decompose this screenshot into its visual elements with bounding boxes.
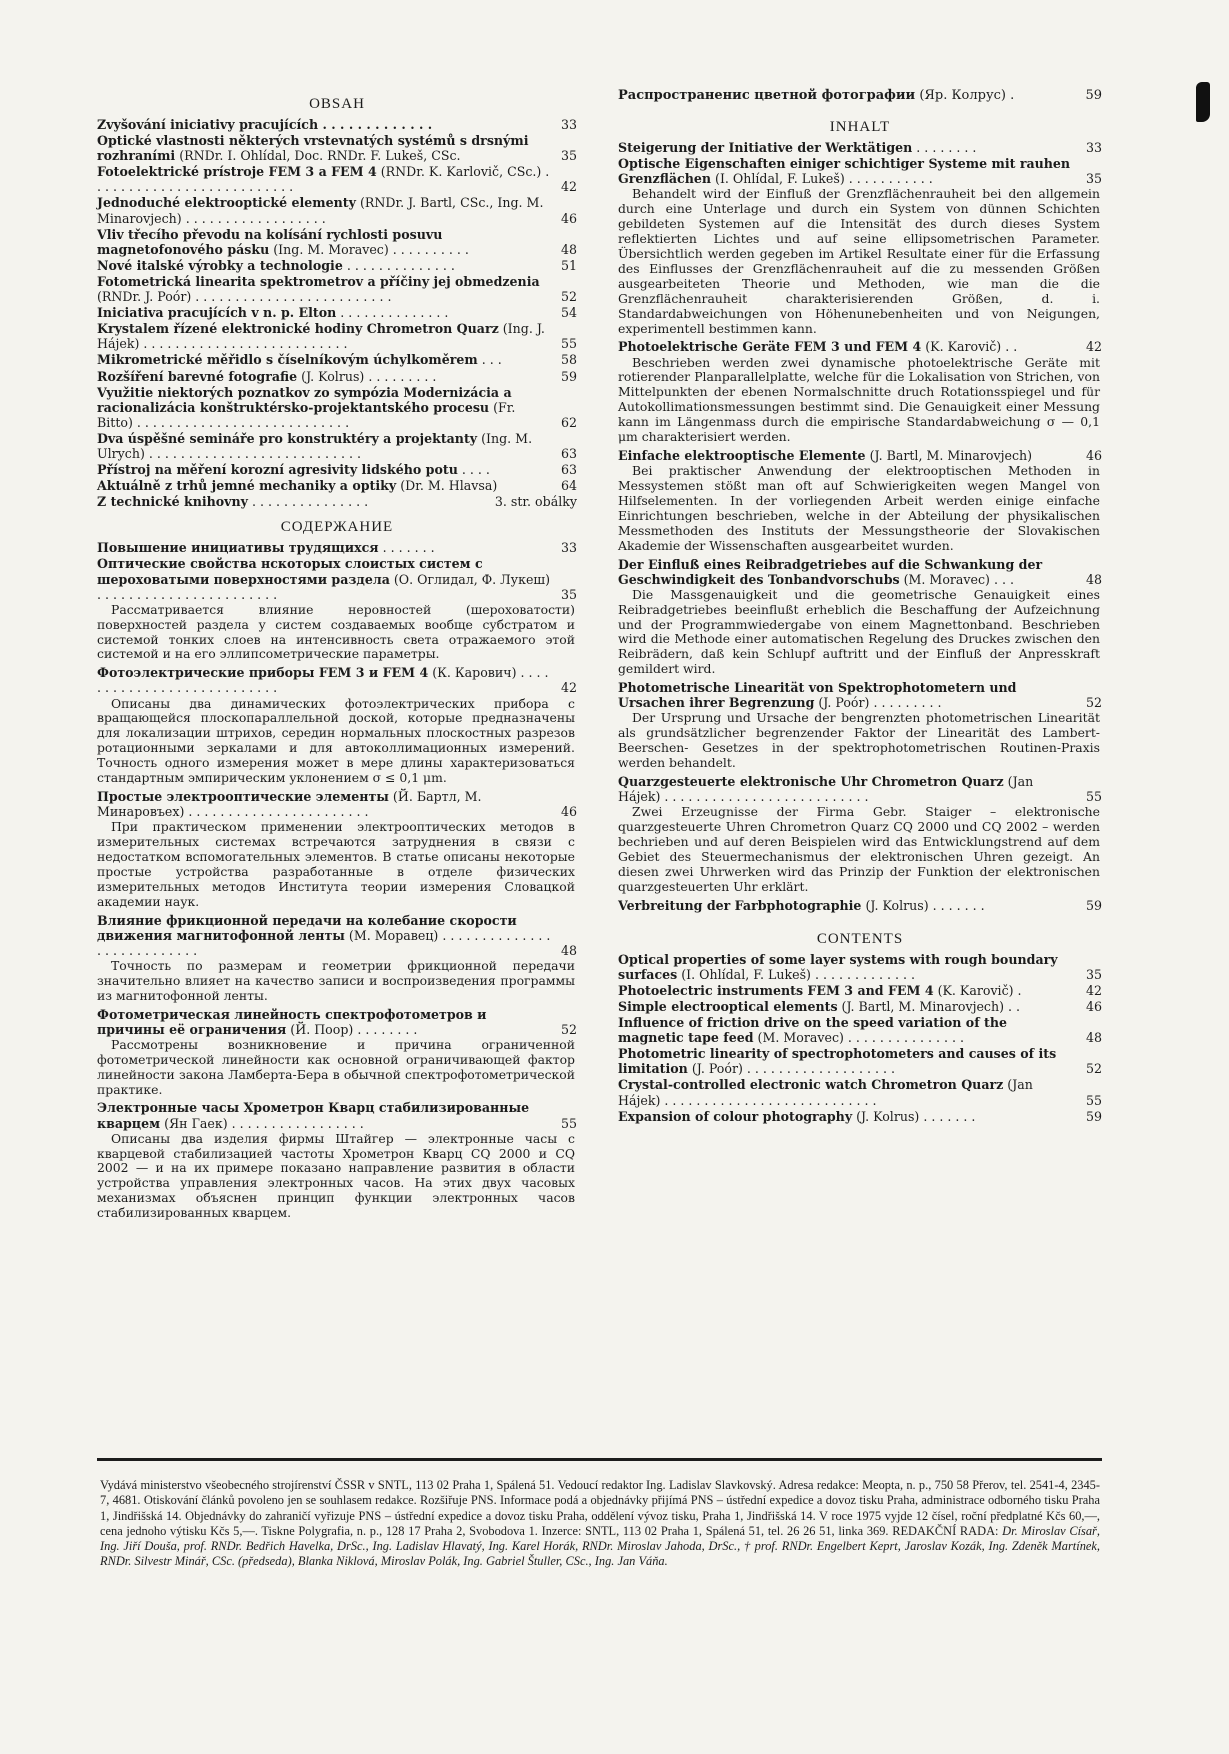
entry-author: (I. Ohlídal, F. Lukeš) . . . . . . . . . . . (711, 171, 933, 187)
entry-title: Aktuálně z trhů jemné mechaniky a optiky (97, 478, 397, 494)
entry-page: 55 (560, 1115, 577, 1131)
contents-list (618, 952, 1102, 1124)
obsah-entry[interactable] (97, 369, 577, 384)
entry-title: Фотометрическая линейность спектрофотометров и причины её ограничения (97, 1006, 487, 1037)
entry-page: 33 (560, 117, 577, 132)
entry-author: (Fr. Bitto) . . . . . . . . . . . . . . . . . . . . . . . . . . . (97, 399, 516, 430)
obsah-entry[interactable] (97, 258, 577, 273)
obsah-entry[interactable] (97, 431, 577, 461)
entry-page: 59 (1085, 897, 1102, 913)
obsah-list (97, 117, 577, 509)
entry-author: (Ing. M. Ulrych) . . . . . . . . . . . . . . . . . . . . . . . . . . . (97, 430, 533, 461)
entry-title: Optical properties of some layer systems with rough boundary surfaces (618, 951, 1058, 982)
entry-title: Steigerung der Initiative der Werktätigen (618, 140, 913, 156)
entry-author: (J. Kolrus) . . . . . . . (852, 1108, 976, 1124)
soderzhanie-list (97, 540, 577, 1221)
entry-page: 46 (560, 210, 577, 226)
entry-page: 42 (560, 179, 577, 195)
contents-title: CONTENTS (816, 930, 904, 947)
soderzhanie-abstract: Описаны два динамических фотоэлектрических прибора с вращающейся плоскопараллельной доской, которые предназначены для локализации штрихов, середин нормальных плоскостных разрезов ротационными зеркалами и для автоколлимационных измерений. Точность одного измерения может в мере длины характеризоваться стандартным эмпирическим уклонением σ ≤ 0,1 μm. (97, 695, 575, 786)
entry-author: (Jan Hájek) . . . . . . . . . . . . . . . . . . . . . . . . . . (618, 773, 1034, 805)
obsah-entry[interactable] (97, 195, 577, 225)
entry-page: 55 (1085, 789, 1102, 805)
inhalt-entry[interactable] (618, 339, 1102, 354)
entry-page: 55 (560, 336, 577, 352)
inhalt-entry[interactable] (618, 140, 1102, 155)
inhalt-entry[interactable] (618, 774, 1102, 804)
entry-author: (Dr. M. Hlavsa) (396, 478, 498, 494)
scan-edge-mark (1196, 82, 1210, 122)
soderzhanie-abstract: Описаны два изделия фирмы Штайгер — электронные часы с кварцевой стабилизацией частоты Хрометрон Кварц CQ 2000 и CQ 2002 — и на их примере показано направление развития в области устройства управления электронных часов. На этих двух часовых механизмах объяснен принцип функции электронных часов стабилизированных кварцем. (97, 1130, 575, 1221)
entry-title: Crystal-controlled electronic watch Chrometron Quarz (618, 1077, 1004, 1093)
inhalt-abstract: Beschrieben werden zwei dynamische photoelektrische Geräte mit rotierender Planparallelplatte, welche für die Lokalisation von Strichen, von Mittelpunkten der ebenen Normalschnitte druch Rotationsspiegel und für Autokollimationsmessungen bestimmt sind. Die Genauigkeit einer Messung kann im Längenmass durch die empirische Standardabweichung σ — 0,1 μm charakterisiert werden. (618, 354, 1100, 445)
entry-page: 48 (1085, 571, 1102, 587)
entry-page: 35 (1085, 966, 1102, 982)
entry-page: 33 (1085, 140, 1102, 156)
entry-author: (Ing. J. Hájek) . . . . . . . . . . . . . . . . . . . . . . . . . . (97, 321, 545, 352)
entry-title: Простые электрооптические элементы (97, 788, 389, 804)
entry-title: Оптические свойства нскоторых слоистых систем с шероховатыми поверхностями раздела (97, 556, 483, 587)
entry-author: (RNDr. J. Bartl, CSc., Ing. M. Minarovjech) . . . . . . . . . . . . . . . . . . (97, 195, 544, 226)
obsah-entry[interactable] (97, 385, 577, 430)
entry-title: Přístroj na měření korozní agresivity lidského potu (97, 462, 458, 478)
entry-page: 42 (1085, 339, 1102, 355)
entry-title: Электронные часы Хрометрон Кварц стабилизированные кварцем (97, 1100, 530, 1131)
entry-page: 52 (560, 1021, 577, 1037)
imprint (100, 1478, 1100, 1570)
entry-author: (Яр. Колрус) . (915, 88, 1015, 103)
entry-title: Iniciativa pracujících v n. p. Elton (97, 305, 337, 321)
obsah-entry[interactable] (97, 305, 577, 320)
entry-author: . . . . (457, 462, 490, 478)
entry-title: Vliv třecího převodu na kolísání rychlosti posuvu magnetofonového pásku (97, 226, 443, 257)
entry-author: (М. Моравец) . . . . . . . . . . . . . . . . . . . . . . . . . . . (97, 927, 551, 958)
board-members: Dr. Miroslav Císař, Ing. Jiří Douša, prof. RNDr. Bedřich Havelka, DrSc., Ing. Ladislav Hlavatý, Ing. Karel Horák, RNDr. Miroslav Jahoda, DrSc., † prof. RNDr. Engelbert Keprt, Jaroslav Kozák, Ing. Zdeněk Martínek, RNDr. Silvestr Minář, CSc. (předseda), Blanka Niklová, Miroslav Polák, Ing. Gabriel Štuller, CSc., Ing. Jan Váňa. (100, 1523, 1100, 1569)
entry-page: 3. str. obálky (494, 494, 577, 510)
entry-title: Der Einfluß eines Reibradgetriebes auf die Schwankung der Geschwindigkeit des Tonbandvorschubs (618, 556, 1043, 587)
entry-author: (J. Poór) . . . . . . . . . (814, 695, 942, 711)
contents-entry[interactable] (618, 1015, 1102, 1045)
left-column (97, 88, 577, 1224)
entry-title: Влияние фрикционной передачи на колебание скорости движения магнитофонной ленты (97, 912, 517, 943)
entry-page: 46 (1085, 447, 1102, 463)
entry-page: 55 (1085, 1092, 1102, 1108)
entry-page: 46 (1085, 998, 1102, 1014)
contents-entry[interactable] (618, 1077, 1102, 1107)
entry-author: . . . . . . . . . . . . . . (342, 257, 455, 273)
entry-author: (О. Оглидал, Ф. Лукеш) . . . . . . . . . . . . . . . . . . . . . . . (97, 571, 551, 602)
entry-author: (M. Moravec) . . . (899, 571, 1014, 587)
entry-title: Expansion of colour photography (618, 1108, 853, 1124)
entry-title: Einfache elektrooptische Elemente (618, 447, 866, 463)
entry-title: Fotometrická linearita spektrometrov a příčiny jej obmedzenia (97, 273, 540, 289)
entry-title: Z technické knihovny (97, 494, 248, 510)
inhalt-abstract: Zwei Erzeugnisse der Firma Gebr. Staiger – elektronische quarzgesteuerte Uhren Chrometron Quarz CQ 2000 und CQ 2002 – werden bechrieben und auf deren Beispielen wird das Entwicklungstrend auf dem Gebiet des Steuermechanismus der elektronischen Uhren gezeigt. An diesen zwei Uhrwerken wird das Prinzip der Funktion der elektronischen quarzgesteuerten Uhr erklärt. (618, 804, 1100, 894)
board-heading: REDAKČNÍ RADA: (892, 1523, 1003, 1538)
entry-author: (K. Karovič) . (933, 982, 1022, 998)
soderzhanie-abstract: Рассмотрены возникновение и причина ограниченной фотометрической линейности как основной ограничивающей фактор линейности закона Ламберта-Бера в обычной спектрофотометрической практике. (97, 1036, 575, 1097)
soderzhanie-entry[interactable] (97, 665, 577, 695)
soderzhanie-entry[interactable] (97, 556, 577, 601)
obsah-entry[interactable] (97, 227, 577, 257)
contents-entry[interactable] (618, 952, 1102, 982)
entry-page: 48 (560, 241, 577, 257)
entry-title: Photoelectric instruments FEM 3 and FEM 4 (618, 982, 934, 998)
soderzhanie-entry[interactable] (97, 1100, 577, 1130)
inhalt-abstract: Bei praktischer Anwendung der elektrooptischen Methoden in Messystemen stößt man oft auf Schwierigkeiten wegen Mangel von Hilfselementen. In der vorliegenden Arbeit werden einige einfache Einrichtungen beschrieben, welche in der Abteilung der physikalischen Messmethoden des Instituts der Messungstheorie der Slovakischen Akademie der Wissenschaften ausgearbeitet wurden. (618, 463, 1100, 553)
inhalt-entry[interactable] (618, 557, 1102, 587)
entry-title: Quarzgesteuerte elektronische Uhr Chrometron Quarz (618, 773, 1004, 789)
inhalt-entry[interactable] (618, 448, 1102, 463)
inhalt-entry[interactable] (618, 156, 1102, 186)
right-column (618, 88, 1102, 1125)
obsah-entry[interactable] (97, 352, 577, 367)
entry-author: (J. Bartl, M. Minarovjech) . . (837, 998, 1021, 1014)
entry-page: 52 (1085, 1061, 1102, 1077)
inhalt-entry[interactable] (618, 898, 1102, 913)
entry-title: Využitie niektorých poznatkov zo sympózia Modernizácia a racionalizácia konštruktérsko-projektantského procesu (97, 384, 512, 415)
entry-author: . . . . . . . . . . . . . . (336, 305, 449, 321)
entry-page: 35 (1085, 171, 1102, 187)
entry-title: Photoelektrische Geräte FEM 3 und FEM 4 (618, 339, 922, 355)
entry-page: 42 (560, 680, 577, 696)
imprint-text: Vydává ministerstvo všeobecného strojírenství ČSSR v SNTL, 113 02 Praha 1, Spálená 51. Vedoucí redaktor Ing. Ladislav Slavkovský. Adresa redakce: Meopta, n. p., 750 58 Přerov, tel. 2541-4, 2345-7, 4681. Otiskování článků povoleno jen se souhlasem redakce. Rozšiřuje PNS. Informace podá a objednávky přijímá PNS – ústřední expedice a dovoz tisku Praha, administrace odborného tisku Praha 1, Jindřišská 14. Objednávky do zahraničí vyřizuje PNS – ústřední expedice a dovoz tisku Praha, oddělení vývoz tisku, Praha 1, Jindřišská 14. V roce 1975 vyjde 12 čísel, roční předplatné Kčs 60,—, cena jednoho výtisku Kčs 5,—. Tiskne Polygrafia, n. p., 128 17 Praha 2, Svobodova 1. Inzerce: SNTL, 113 02 Praha 1, Spálená 51, tel. 26 26 51, linka 369. (100, 1478, 1100, 1538)
entry-page: 52 (560, 289, 577, 305)
entry-author: . . . . . . . . . . . . . . . (247, 494, 369, 510)
entry-title: Zvyšování iniciativy pracujících . . . . . . . . . . . . . (97, 117, 433, 132)
entry-title: Photometrische Linearität von Spektrophotometern und Ursachen ihrer Begrenzung (618, 680, 1017, 711)
entry-author: (M. Moravec) . . . . . . . . . . . . . . . (753, 1030, 965, 1046)
entry-title: Mikrometrické měřidlo s číselníkovým úchylkoměrem (97, 352, 478, 368)
entry-title: Rozšíření barevné fotografie (97, 368, 298, 384)
entry-page: 42 (1085, 982, 1102, 998)
soderzhanie-entry[interactable] (97, 540, 577, 555)
entry-title: Dva úspěšné semináře pro konstruktéry a projektanty (97, 430, 478, 446)
entry-page: 59 (1085, 88, 1102, 103)
entry-author: (Jan Hájek) . . . . . . . . . . . . . . . . . . . . . . . . . . . (618, 1077, 1033, 1108)
obsah-title: OBSAH (309, 96, 365, 112)
entry-title: Verbreitung der Farbphotographie (618, 897, 862, 913)
entry-page: 35 (560, 586, 577, 602)
entry-page: 59 (560, 368, 577, 384)
entry-page: 63 (560, 445, 577, 461)
entry-author: (RNDr. K. Karlovič, CSc.) . . . . . . . . . . . . . . . . . . . . . . . . . . (97, 164, 550, 195)
contents-entry[interactable] (618, 1109, 1102, 1124)
inhalt-title: INHALT (829, 119, 891, 136)
entry-title: Simple electrooptical elements (618, 998, 838, 1014)
entry-page: 58 (560, 352, 577, 368)
entry-page: 64 (560, 478, 577, 494)
obsah-entry[interactable] (97, 494, 577, 509)
entry-title: Optické vlastnosti některých vrstevnatých systémů s drsnými rozhraními (97, 133, 529, 164)
soderzhanie-abstract: При практическом применении электрооптических методов в измерительных системах встречаются затруднения в связи с недостатком вспомогательных элементов. В статье описаны некоторые простые устройства разработанные в отделе физических измерительных методов Института теории измерения Словацкой академии наук. (97, 819, 575, 909)
obsah-entry[interactable] (97, 478, 577, 493)
soderzhanie-abstract: Точность по размерам и геометрии фрикционной передачи значительно влияет на качество записи и воспроизведения программы из магнитофонной ленты. (97, 957, 575, 1003)
entry-page: 35 (560, 148, 577, 164)
entry-title: Krystalem řízené elektronické hodiny Chrometron Quarz (97, 321, 499, 337)
entry-title: Influence of friction drive on the speed variation of the magnetic tape feed (618, 1015, 1007, 1046)
entry-page: 52 (1085, 695, 1102, 711)
soderzhanie-entry[interactable] (97, 789, 577, 819)
entry-author: (К. Карович) . . . . . . . . . . . . . . . . . . . . . . . . . . . (97, 665, 549, 696)
entry-page: 48 (560, 942, 577, 958)
entry-title: Фотоэлектрические приборы FEM 3 и FEM 4 (97, 665, 429, 681)
top-right-entry[interactable] (618, 88, 1102, 103)
entry-title: Повышение инициативы трудящихся (97, 540, 379, 556)
entry-author: (J. Kolrus) . . . . . . . . . (297, 368, 437, 384)
entry-title: Jednoduché elektrooptické elementy (97, 195, 356, 211)
entry-author: (Й. Бартл, М. Минаровъех) . . . . . . . . . . . . . . . . . . . . . . . (97, 788, 482, 820)
soderzhanie-abstract: Рассматривается влияние неровностей (шероховатости) поверхностей раздела у систем создаваемых вообще субстратом и системой тонких слоев на интенсивность света отражаемого этой системой и на его эллипсометрические параметры. (97, 601, 575, 662)
inhalt-list (618, 140, 1102, 913)
obsah-entry[interactable] (97, 462, 577, 477)
soderzhanie-title: СОДЕРЖАНИЕ (280, 519, 394, 536)
inhalt-entry[interactable] (618, 680, 1102, 710)
entry-title: Photometric linearity of spectrophotometers and causes of its limitation (618, 1046, 1057, 1077)
contents-entry[interactable] (618, 983, 1102, 998)
entry-title: Распространенис цветной фотографии (618, 88, 916, 103)
entry-page: 59 (1085, 1108, 1102, 1124)
entry-page: 33 (560, 540, 577, 556)
obsah-entry[interactable] (97, 117, 577, 132)
entry-author: (K. Karovič) . . (921, 339, 1018, 355)
inhalt-abstract: Die Massgenauigkeit und die geometrische Genauigkeit eines Reibradgetriebes beeinflußt erheblich die Beschaffung der Aufzeichnung und der Programmwiedergabe von einem Magnettonband. Beschrieben wird die Methode einer automatischen Regelung des Druckes zwischen den Reibrädern, daß kein Schlupf auftritt und der Einfluß der Anpresskraft gemildert wird. (618, 586, 1100, 677)
entry-author: (Ян Гаек) . . . . . . . . . . . . . . . . . (160, 1115, 364, 1131)
entry-author: (J. Bartl, M. Minarovjech) (865, 447, 1033, 463)
entry-title: Nové italské výrobky a technologie (97, 257, 343, 273)
entry-author: (J. Kolrus) . . . . . . . (861, 897, 985, 913)
entry-page: 63 (560, 462, 577, 478)
entry-page: 46 (560, 804, 577, 820)
entry-author: (I. Ohlídal, F. Lukeš) . . . . . . . . . . . . . (677, 966, 916, 982)
entry-author: (Й. Поор) . . . . . . . . (286, 1021, 418, 1037)
entry-author: . . . . . . . (378, 540, 435, 556)
contents-entry[interactable] (618, 999, 1102, 1014)
obsah-entry[interactable] (97, 164, 577, 194)
entry-title: Fotoelektrické prístroje FEM 3 a FEM 4 (97, 164, 377, 180)
entry-author: . . . (477, 352, 502, 368)
soderzhanie-entry[interactable] (97, 913, 577, 958)
entry-page: 62 (560, 414, 577, 430)
entry-page: 51 (560, 257, 577, 273)
footer-rule (97, 1458, 1102, 1461)
entry-author: (RNDr. I. Ohlídal, Doc. RNDr. F. Lukeš, CSc. (175, 148, 461, 164)
entry-page: 54 (560, 305, 577, 321)
entry-author: (Ing. M. Moravec) . . . . . . . . . . (269, 241, 469, 257)
inhalt-abstract: Der Ursprung und Ursache der bengrenzten photometrischen Linearität als grundsätzlicher begrenzender Faktor der Linearität des Lambert- Beerschen- Gesetzes in der spektrophotometrischen Routinen-Praxis werden behandelt. (618, 710, 1100, 771)
entry-author: (RNDr. J. Poór) . . . . . . . . . . . . . . . . . . . . . . . . . (97, 289, 392, 305)
obsah-entry[interactable] (97, 133, 577, 163)
contents-entry[interactable] (618, 1046, 1102, 1076)
entry-author: . . . . . . . . (912, 140, 977, 156)
entry-title: Optische Eigenschaften einiger schichtiger Systeme mit rauhen Grenzflächen (618, 156, 1071, 187)
soderzhanie-entry[interactable] (97, 1007, 577, 1037)
obsah-entry[interactable] (97, 321, 577, 351)
entry-author: (J. Poór) . . . . . . . . . . . . . . . . . . . (687, 1061, 896, 1077)
obsah-entry[interactable] (97, 274, 577, 304)
inhalt-abstract: Behandelt wird der Einfluß der Grenzflächenrauheit bei den allgemein durch eine Unterlage und durch ein System von dünnen Schichten gebildeten Systemen auf die Intensität des durch dieses System reflektierten Lichtes und auf seine ellipsometrischen Parameter. Übersichtlich werden gegeben im Artikel Resultate einer für die Erfassung des Einflusses der Grenzflächenrauheit auf die zu messenden Größen ausgearbeiteten Theorie und Methoden, wie man die die Grenzflächenrauheit charakterisierenden Größen, d. i. Standardabweichungen von Höhenunebenheiten und von Neigungen, experimentell bestimmen kann. (618, 186, 1100, 336)
entry-page: 48 (1085, 1030, 1102, 1046)
